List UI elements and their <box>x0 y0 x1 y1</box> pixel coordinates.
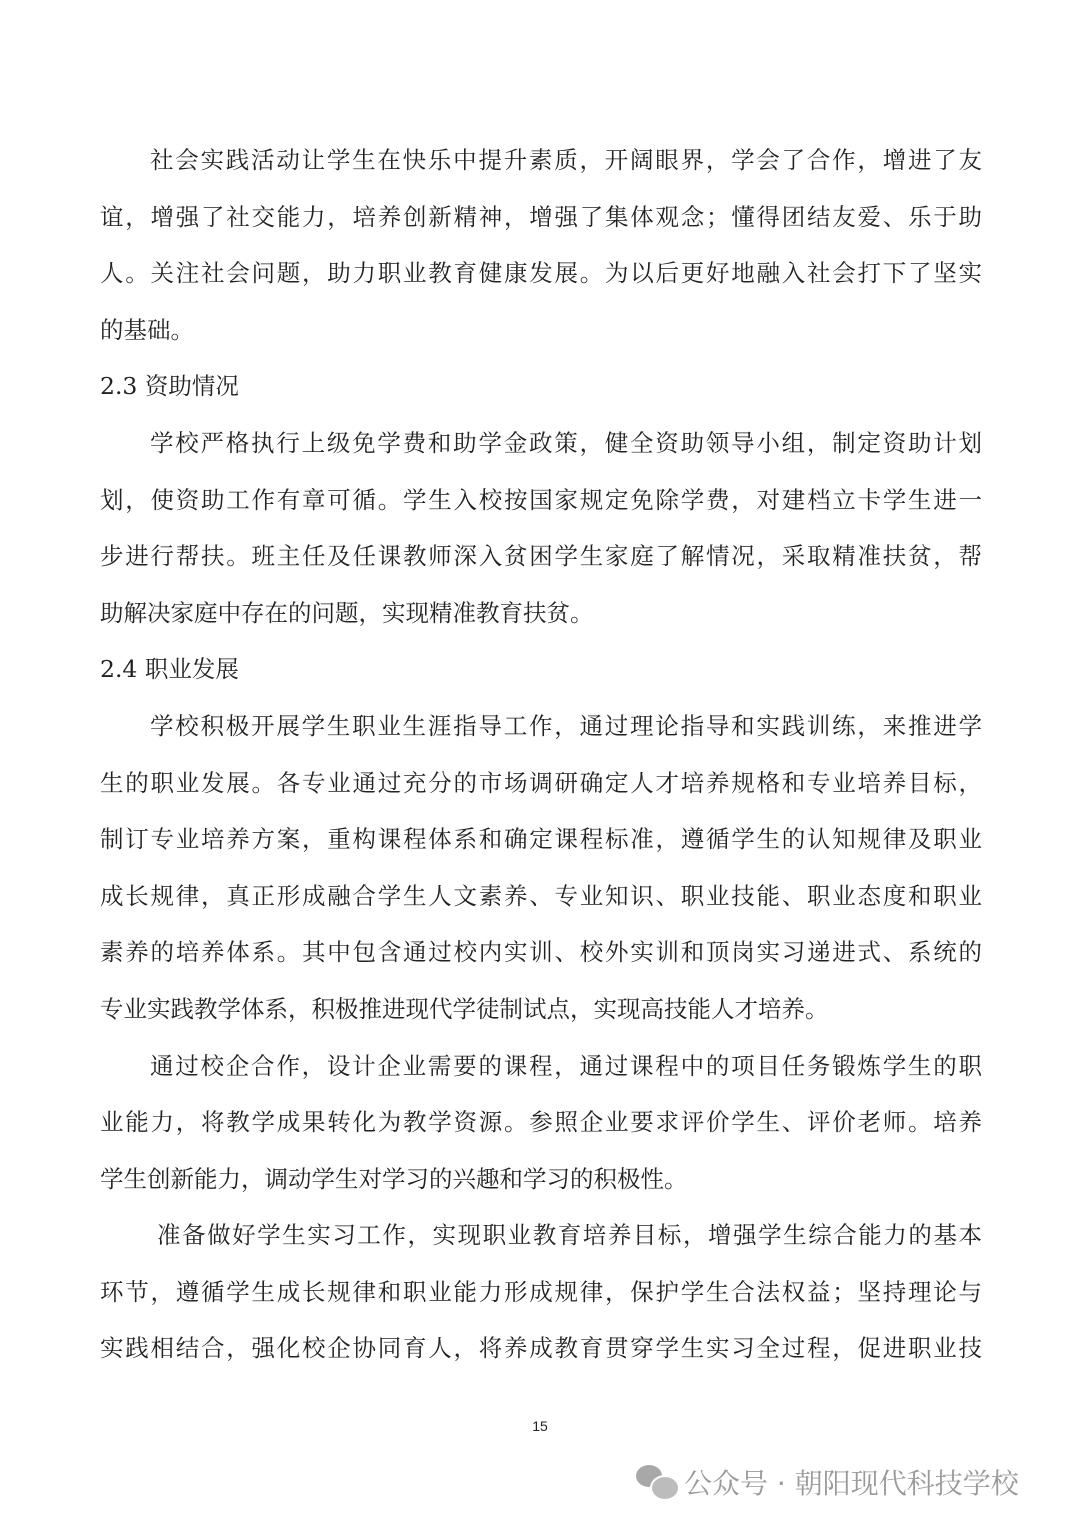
paragraph-line: 素养的培养体系。其中包含通过校内实训、校外实训和顶岗实习递进式、系统的 <box>100 938 982 967</box>
watermark-text: 公众号 · 朝阳现代科技学校 <box>684 1467 1019 1500</box>
paragraph-line: 划，使资助工作有章可循。学生入校按国家规定免除学费，对建档立卡学生进一 <box>100 485 982 514</box>
paragraph-line: 人。关注社会问题，助力职业教育健康发展。为以后更好地融入社会打下了坚实 <box>100 259 982 288</box>
paragraph-line: 的基础。 <box>100 315 194 344</box>
paragraph-line: 学生创新能力，调动学生对学习的兴趣和学习的积极性。 <box>100 1164 688 1193</box>
page-number: 15 <box>532 1418 548 1434</box>
paragraph-line: 制订专业培养方案，重构课程体系和确定课程标准，遵循学生的认知规律及职业 <box>100 825 982 854</box>
wechat-icon <box>636 1465 676 1499</box>
paragraph-line: 生的职业发展。各专业通过充分的市场调研确定人才培养规格和专业培养目标， <box>100 768 982 797</box>
paragraph-line: 专业实践教学体系，积极推进现代学徒制试点，实现高技能人才培养。 <box>100 994 829 1023</box>
paragraph-line: 学校积极开展学生职业生涯指导工作，通过理论指导和实践训练，来推进学 <box>150 711 982 740</box>
paragraph-line: 准备做好学生实习工作，实现职业教育培养目标，增强学生综合能力的基本 <box>157 1221 982 1250</box>
section-heading: 2.4 职业发展 <box>100 655 239 684</box>
paragraph-line: 助解决家庭中存在的问题，实现精准教育扶贫。 <box>100 598 594 627</box>
paragraph-line: 学校严格执行上级免学费和助学金政策，健全资助领导小组，制定资助计划 <box>150 428 982 457</box>
paragraph-line: 步进行帮扶。班主任及任课教师深入贫困学生家庭了解情况，采取精准扶贫，帮 <box>100 542 982 571</box>
paragraph-line: 实践相结合，强化校企协同育人，将养成教育贯穿学生实习全过程，促进职业技 <box>100 1334 982 1363</box>
paragraph-line: 社会实践活动让学生在快乐中提升素质，开阔眼界，学会了合作，增进了友 <box>150 146 982 174</box>
paragraph-line: 谊，增强了社交能力，培养创新精神，增强了集体观念；懂得团结友爱、乐于助 <box>100 202 982 231</box>
paragraph-line: 成长规律，真正形成融合学生人文素养、专业知识、职业技能、职业态度和职业 <box>100 881 982 910</box>
document-body <box>100 140 982 1385</box>
paragraph-line: 环节，遵循学生成长规律和职业能力形成规律，保护学生合法权益；坚持理论与 <box>100 1277 982 1306</box>
section-heading: 2.3 资助情况 <box>100 372 239 401</box>
watermark <box>636 1462 1019 1502</box>
paragraph-line: 业能力，将教学成果转化为教学资源。参照企业要求评价学生、评价老师。培养 <box>100 1108 982 1137</box>
paragraph-line: 通过校企合作，设计企业需要的课程，通过课程中的项目任务锻炼学生的职 <box>150 1051 982 1080</box>
